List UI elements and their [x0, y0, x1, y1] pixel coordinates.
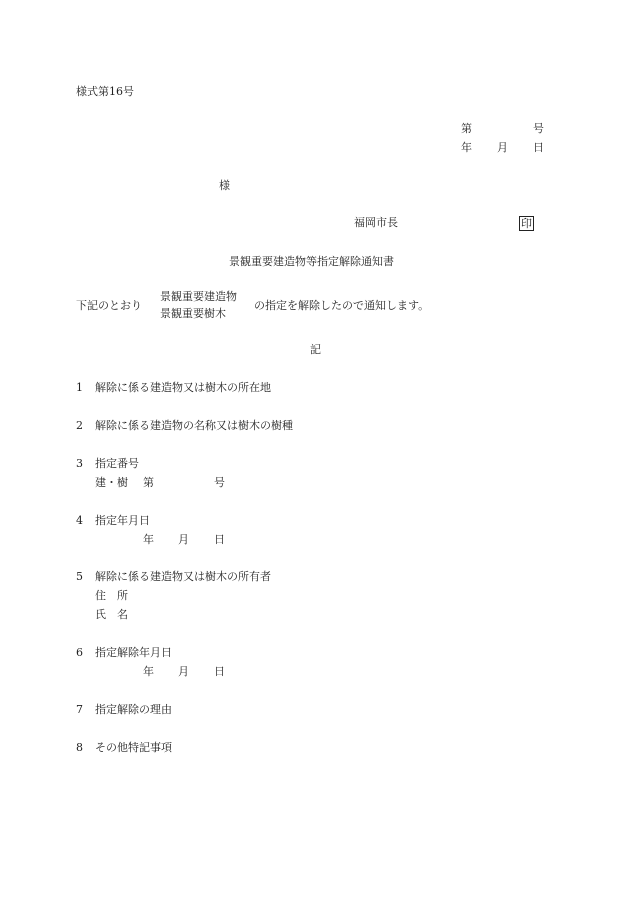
intro-option-building: 景観重要建造物	[160, 290, 237, 303]
item-number: 2	[76, 419, 83, 432]
doc-number-prefix: 第	[461, 122, 472, 135]
item-label: 指定番号	[95, 457, 139, 470]
item-number: 1	[76, 381, 83, 394]
issue-date-year: 年	[461, 141, 472, 154]
date-month: 月	[178, 665, 189, 678]
issue-date-month: 月	[497, 141, 508, 154]
item-number: 3	[76, 457, 83, 470]
seal-mark: 印	[521, 217, 532, 230]
item-number: 7	[76, 703, 83, 716]
form-number: 様式第16号	[76, 85, 134, 98]
intro-option-tree: 景観重要樹木	[160, 307, 226, 320]
item-number: 6	[76, 646, 83, 659]
intro-before: 下記のとおり	[76, 299, 142, 312]
item-number: 5	[76, 570, 83, 583]
date-year: 年	[143, 665, 154, 678]
date-day: 日	[214, 665, 225, 678]
item-label: 指定解除年月日	[95, 646, 172, 659]
date-month: 月	[178, 533, 189, 546]
item-label: その他特記事項	[95, 741, 172, 754]
item-label: 指定解除の理由	[95, 703, 172, 716]
issue-date-day: 日	[533, 141, 544, 154]
addressee-suffix: 様	[219, 179, 230, 192]
document-title: 景観重要建造物等指定解除通知書	[229, 255, 394, 268]
owner-name-label: 氏 名	[95, 608, 128, 621]
sender-name: 福岡市長	[354, 216, 398, 229]
item-label: 指定年月日	[95, 514, 150, 527]
date-year: 年	[143, 533, 154, 546]
item-label: 解除に係る建造物又は樹木の所在地	[95, 381, 271, 394]
designation-type: 建・樹	[95, 476, 128, 489]
intro-after: の指定を解除したので通知します。	[254, 299, 430, 312]
item-label: 解除に係る建造物又は樹木の所有者	[95, 570, 271, 583]
item-number: 4	[76, 514, 83, 527]
owner-address-label: 住 所	[95, 589, 128, 602]
designation-go: 号	[214, 476, 225, 489]
item-number: 8	[76, 741, 83, 754]
designation-dai: 第	[143, 476, 154, 489]
date-day: 日	[214, 533, 225, 546]
ki-heading: 記	[310, 343, 321, 356]
item-label: 解除に係る建造物の名称又は樹木の樹種	[95, 419, 293, 432]
doc-number-suffix: 号	[533, 122, 544, 135]
